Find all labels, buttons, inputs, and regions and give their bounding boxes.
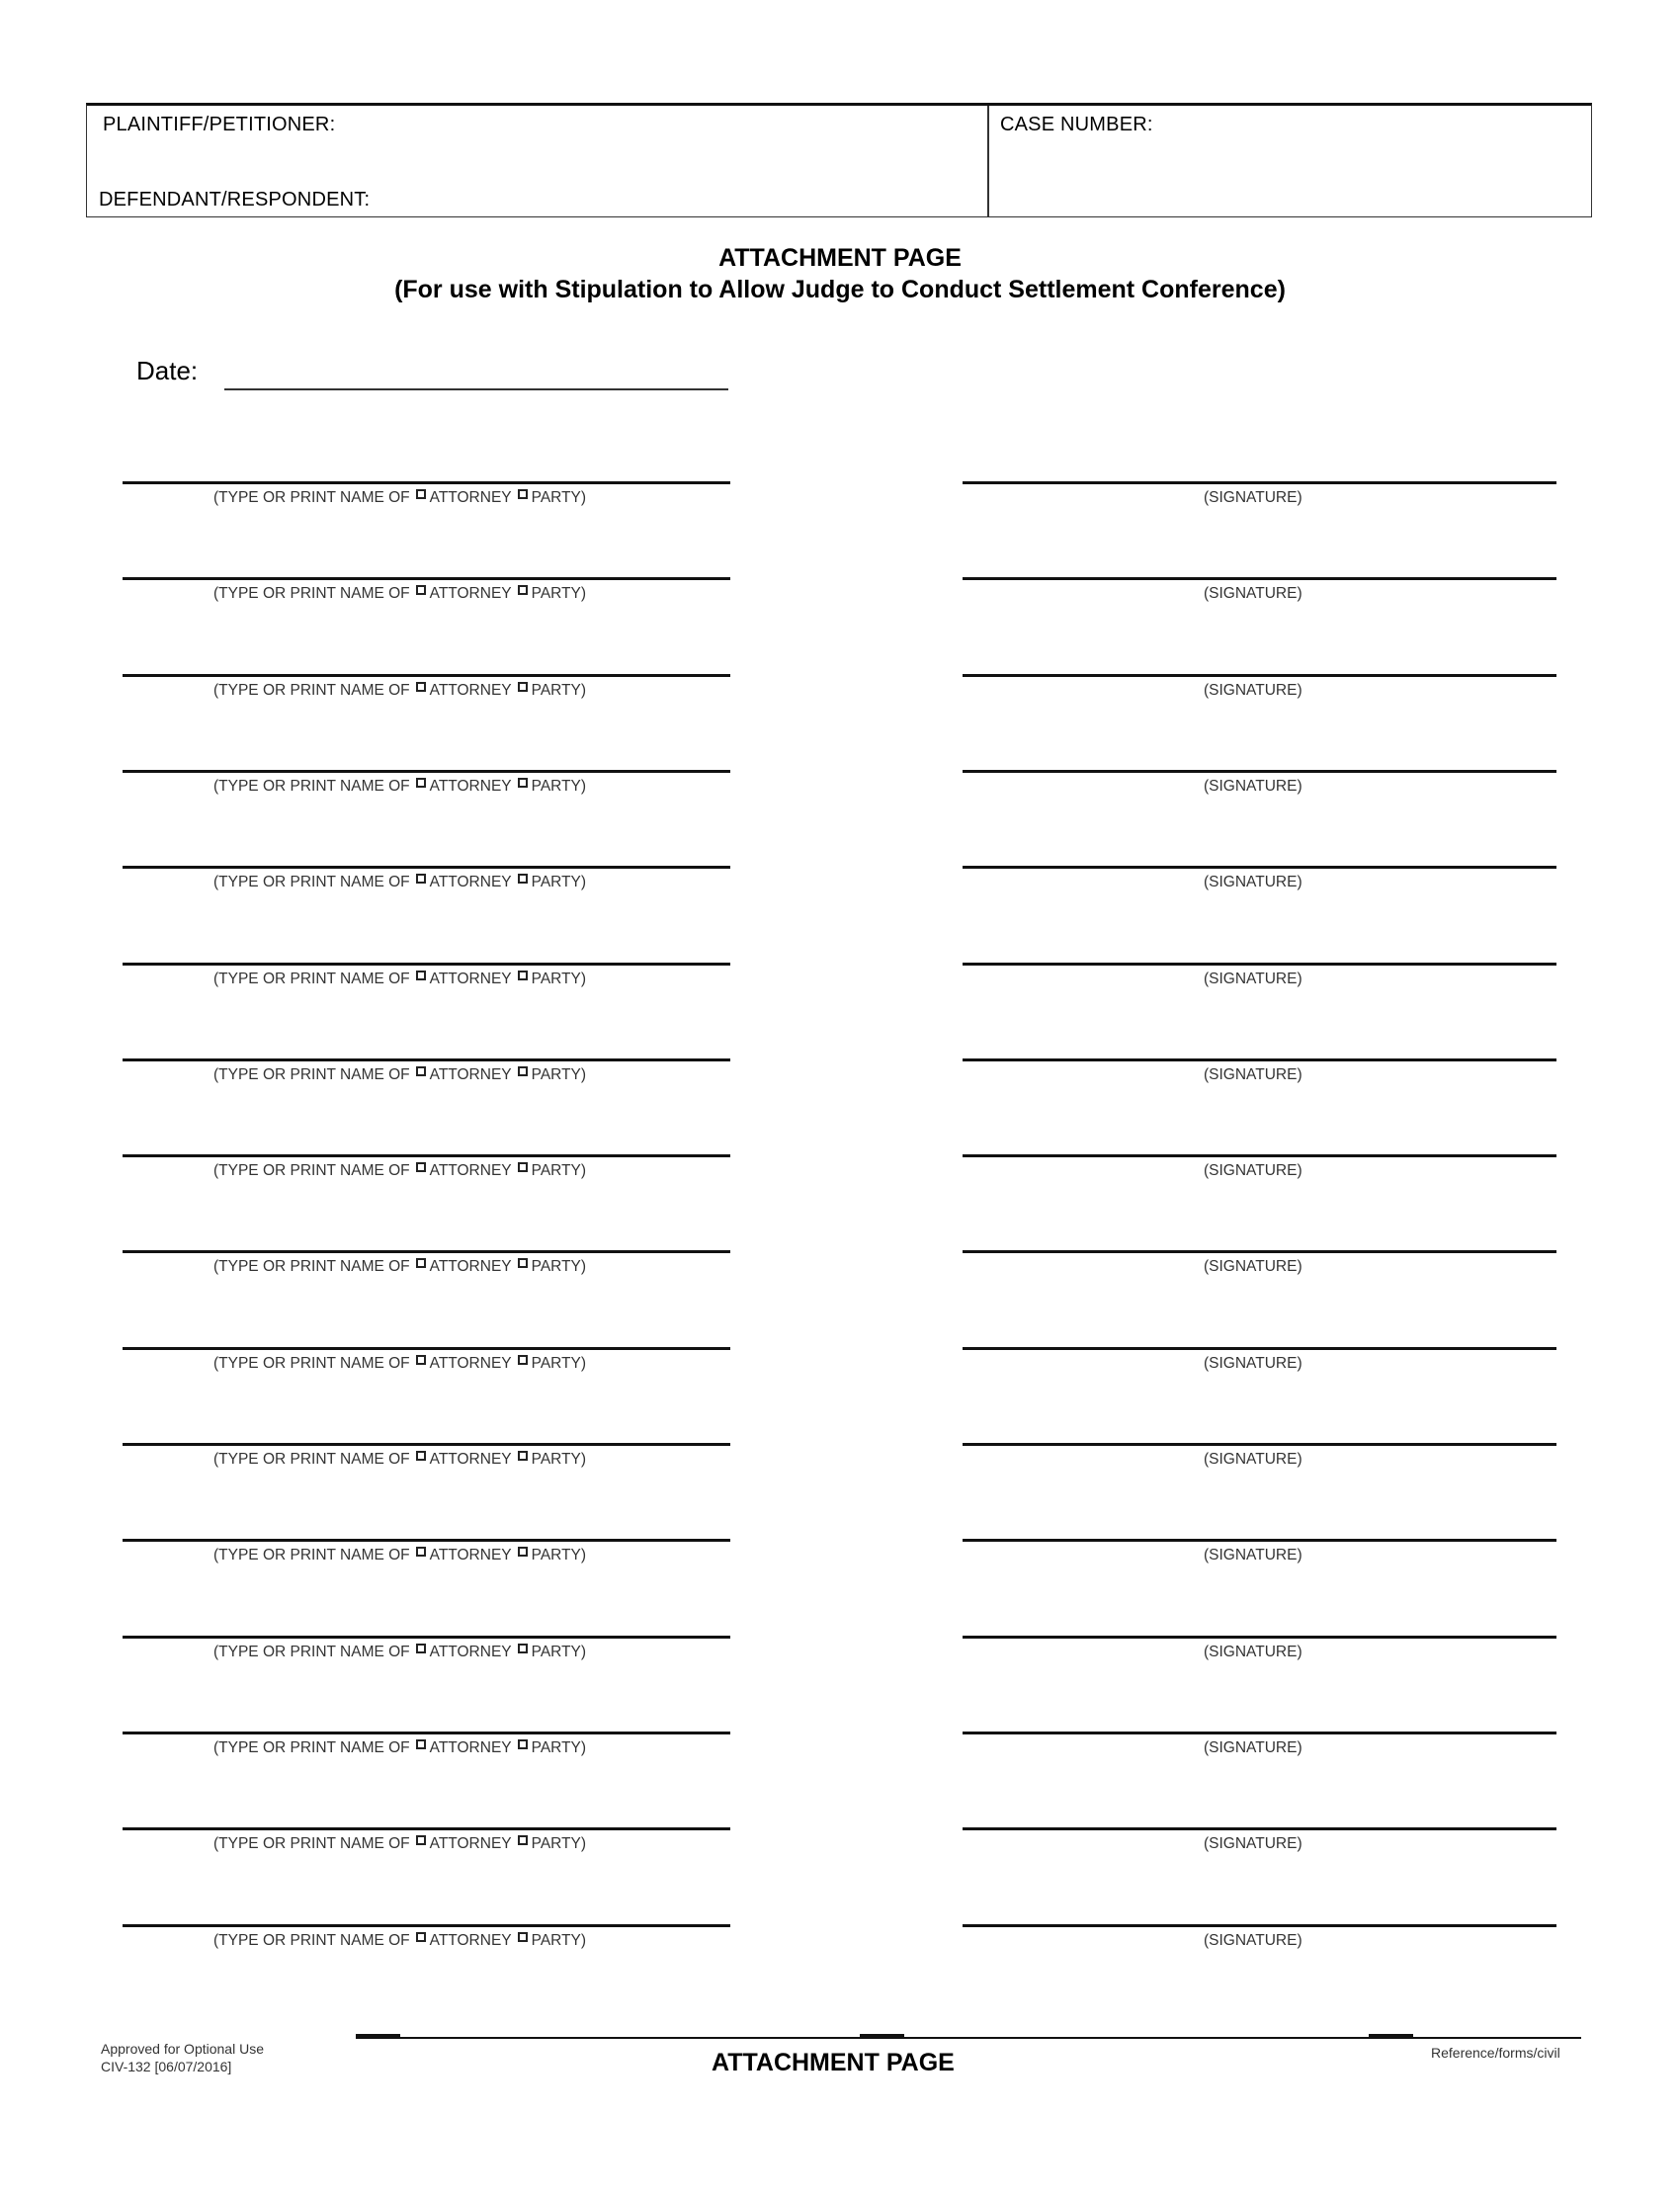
attorney-label: ATTORNEY bbox=[429, 1932, 512, 1949]
name-input-line[interactable] bbox=[123, 770, 730, 773]
name-input-line[interactable] bbox=[123, 1924, 730, 1927]
signature-caption: (SIGNATURE) bbox=[1204, 585, 1302, 602]
attorney-label: ATTORNEY bbox=[429, 489, 512, 506]
attorney-label: ATTORNEY bbox=[429, 1547, 512, 1563]
signature-input-line[interactable] bbox=[963, 770, 1556, 773]
name-caption-prefix: (TYPE OR PRINT NAME OF bbox=[213, 1739, 410, 1756]
name-caption-prefix: (TYPE OR PRINT NAME OF bbox=[213, 585, 410, 602]
party-label: PARTY) bbox=[531, 971, 587, 987]
party-label: PARTY) bbox=[531, 1162, 587, 1179]
attorney-checkbox[interactable] bbox=[416, 1066, 426, 1076]
signature-row bbox=[0, 1539, 1680, 1578]
attorney-checkbox[interactable] bbox=[416, 1451, 426, 1461]
plaintiff-petitioner-label: PLAINTIFF/PETITIONER: bbox=[103, 114, 336, 135]
attorney-label: ATTORNEY bbox=[429, 874, 512, 890]
signature-caption: (SIGNATURE) bbox=[1204, 971, 1302, 987]
signature-row bbox=[0, 1636, 1680, 1675]
party-checkbox[interactable] bbox=[518, 1932, 528, 1942]
attorney-checkbox[interactable] bbox=[416, 1739, 426, 1749]
attorney-label: ATTORNEY bbox=[429, 971, 512, 987]
signature-input-line[interactable] bbox=[963, 866, 1556, 869]
name-caption-prefix: (TYPE OR PRINT NAME OF bbox=[213, 1932, 410, 1949]
signature-row bbox=[0, 963, 1680, 1002]
signature-input-line[interactable] bbox=[963, 1347, 1556, 1350]
signature-input-line[interactable] bbox=[963, 1827, 1556, 1830]
name-input-line[interactable] bbox=[123, 1827, 730, 1830]
footer-approval-block bbox=[101, 2040, 264, 2075]
page-subtitle: (For use with Stipulation to Allow Judge to Conduct Settlement Conference) bbox=[394, 276, 1286, 303]
signature-input-line[interactable] bbox=[963, 577, 1556, 580]
attorney-checkbox[interactable] bbox=[416, 682, 426, 692]
signature-caption: (SIGNATURE) bbox=[1204, 1739, 1302, 1756]
signature-caption: (SIGNATURE) bbox=[1204, 682, 1302, 699]
name-input-line[interactable] bbox=[123, 674, 730, 677]
signature-caption: (SIGNATURE) bbox=[1204, 1162, 1302, 1179]
signature-input-line[interactable] bbox=[963, 963, 1556, 966]
name-input-line[interactable] bbox=[123, 1443, 730, 1446]
party-checkbox[interactable] bbox=[518, 1451, 528, 1461]
party-label: PARTY) bbox=[531, 1644, 587, 1660]
party-checkbox[interactable] bbox=[518, 971, 528, 980]
party-checkbox[interactable] bbox=[518, 682, 528, 692]
attorney-label: ATTORNEY bbox=[429, 585, 512, 602]
party-checkbox[interactable] bbox=[518, 1066, 528, 1076]
name-caption bbox=[213, 1451, 586, 1469]
name-input-line[interactable] bbox=[123, 1347, 730, 1350]
name-caption-prefix: (TYPE OR PRINT NAME OF bbox=[213, 1451, 410, 1468]
name-caption bbox=[213, 1835, 586, 1853]
party-checkbox[interactable] bbox=[518, 1547, 528, 1557]
attorney-checkbox[interactable] bbox=[416, 1355, 426, 1365]
name-caption bbox=[213, 489, 586, 507]
name-caption-prefix: (TYPE OR PRINT NAME OF bbox=[213, 1835, 410, 1852]
party-label: PARTY) bbox=[531, 1355, 587, 1372]
party-checkbox[interactable] bbox=[518, 1739, 528, 1749]
party-checkbox[interactable] bbox=[518, 1835, 528, 1845]
attorney-checkbox[interactable] bbox=[416, 1835, 426, 1845]
party-label: PARTY) bbox=[531, 682, 587, 699]
attorney-label: ATTORNEY bbox=[429, 1451, 512, 1468]
name-input-line[interactable] bbox=[123, 1250, 730, 1253]
footer-tick bbox=[356, 2034, 400, 2037]
signature-input-line[interactable] bbox=[963, 674, 1556, 677]
party-label: PARTY) bbox=[531, 1739, 587, 1756]
name-caption-prefix: (TYPE OR PRINT NAME OF bbox=[213, 874, 410, 890]
party-label: PARTY) bbox=[531, 1066, 587, 1083]
page-title: ATTACHMENT PAGE bbox=[718, 244, 962, 272]
signature-input-line[interactable] bbox=[963, 481, 1556, 484]
name-caption bbox=[213, 1258, 586, 1276]
name-caption-prefix: (TYPE OR PRINT NAME OF bbox=[213, 1355, 410, 1372]
party-checkbox[interactable] bbox=[518, 1162, 528, 1172]
attorney-checkbox[interactable] bbox=[416, 1644, 426, 1653]
attorney-label: ATTORNEY bbox=[429, 1162, 512, 1179]
attorney-label: ATTORNEY bbox=[429, 1066, 512, 1083]
footer-form-id: CIV-132 [06/07/2016] bbox=[101, 2059, 232, 2074]
attorney-label: ATTORNEY bbox=[429, 1258, 512, 1275]
attorney-label: ATTORNEY bbox=[429, 1739, 512, 1756]
name-caption-prefix: (TYPE OR PRINT NAME OF bbox=[213, 1066, 410, 1083]
signature-input-line[interactable] bbox=[963, 1539, 1556, 1542]
signature-row bbox=[0, 1827, 1680, 1867]
attorney-checkbox[interactable] bbox=[416, 971, 426, 980]
signature-row bbox=[0, 1443, 1680, 1482]
footer-title: ATTACHMENT PAGE bbox=[712, 2049, 955, 2076]
name-caption bbox=[213, 1932, 586, 1950]
party-checkbox[interactable] bbox=[518, 1258, 528, 1268]
signature-input-line[interactable] bbox=[963, 1058, 1556, 1061]
signature-input-line[interactable] bbox=[963, 1924, 1556, 1927]
signature-row bbox=[0, 1347, 1680, 1387]
name-caption bbox=[213, 1162, 586, 1180]
attorney-checkbox[interactable] bbox=[416, 489, 426, 499]
party-checkbox[interactable] bbox=[518, 489, 528, 499]
name-caption bbox=[213, 971, 586, 988]
name-caption bbox=[213, 1739, 586, 1757]
signature-row bbox=[0, 1732, 1680, 1771]
attorney-checkbox[interactable] bbox=[416, 778, 426, 788]
signature-input-line[interactable] bbox=[963, 1154, 1556, 1157]
footer-reference: Reference/forms/civil bbox=[1431, 2045, 1560, 2061]
name-caption-prefix: (TYPE OR PRINT NAME OF bbox=[213, 778, 410, 795]
signature-input-line[interactable] bbox=[963, 1250, 1556, 1253]
attorney-checkbox[interactable] bbox=[416, 585, 426, 595]
party-checkbox[interactable] bbox=[518, 1355, 528, 1365]
name-input-line[interactable] bbox=[123, 963, 730, 966]
party-label: PARTY) bbox=[531, 874, 587, 890]
attorney-label: ATTORNEY bbox=[429, 778, 512, 795]
party-checkbox[interactable] bbox=[518, 585, 528, 595]
name-input-line[interactable] bbox=[123, 1154, 730, 1157]
footer-tick bbox=[860, 2034, 904, 2037]
signature-caption: (SIGNATURE) bbox=[1204, 1066, 1302, 1083]
name-caption-prefix: (TYPE OR PRINT NAME OF bbox=[213, 1258, 410, 1275]
party-label: PARTY) bbox=[531, 1932, 587, 1949]
signature-caption: (SIGNATURE) bbox=[1204, 1835, 1302, 1852]
signature-caption: (SIGNATURE) bbox=[1204, 1258, 1302, 1275]
name-caption bbox=[213, 778, 586, 796]
signature-row bbox=[0, 674, 1680, 714]
signature-caption: (SIGNATURE) bbox=[1204, 778, 1302, 795]
name-caption-prefix: (TYPE OR PRINT NAME OF bbox=[213, 971, 410, 987]
name-input-line[interactable] bbox=[123, 866, 730, 869]
footer-approval-text: Approved for Optional Use bbox=[101, 2041, 264, 2057]
signature-row bbox=[0, 481, 1680, 521]
party-label: PARTY) bbox=[531, 1451, 587, 1468]
party-label: PARTY) bbox=[531, 585, 587, 602]
signature-caption: (SIGNATURE) bbox=[1204, 1547, 1302, 1563]
attorney-checkbox[interactable] bbox=[416, 1547, 426, 1557]
name-caption bbox=[213, 585, 586, 603]
attorney-checkbox[interactable] bbox=[416, 1258, 426, 1268]
case-number-label: CASE NUMBER: bbox=[1000, 114, 1153, 135]
party-checkbox[interactable] bbox=[518, 778, 528, 788]
name-caption-prefix: (TYPE OR PRINT NAME OF bbox=[213, 1162, 410, 1179]
name-input-line[interactable] bbox=[123, 1732, 730, 1734]
party-checkbox[interactable] bbox=[518, 874, 528, 884]
signature-input-line[interactable] bbox=[963, 1443, 1556, 1446]
attorney-checkbox[interactable] bbox=[416, 1932, 426, 1942]
footer-rule bbox=[356, 2037, 1581, 2039]
party-label: PARTY) bbox=[531, 1835, 587, 1852]
name-caption bbox=[213, 1644, 586, 1661]
attorney-label: ATTORNEY bbox=[429, 1355, 512, 1372]
name-caption bbox=[213, 1547, 586, 1564]
name-input-line[interactable] bbox=[123, 1539, 730, 1542]
party-label: PARTY) bbox=[531, 1547, 587, 1563]
name-caption-prefix: (TYPE OR PRINT NAME OF bbox=[213, 1547, 410, 1563]
signature-caption: (SIGNATURE) bbox=[1204, 1451, 1302, 1468]
name-caption bbox=[213, 1355, 586, 1373]
footer-tick bbox=[1369, 2034, 1413, 2037]
party-label: PARTY) bbox=[531, 489, 587, 506]
signature-caption: (SIGNATURE) bbox=[1204, 874, 1302, 890]
name-caption bbox=[213, 874, 586, 891]
signature-input-line[interactable] bbox=[963, 1732, 1556, 1734]
signature-row bbox=[0, 577, 1680, 617]
name-caption-prefix: (TYPE OR PRINT NAME OF bbox=[213, 682, 410, 699]
party-label: PARTY) bbox=[531, 1258, 587, 1275]
name-caption-prefix: (TYPE OR PRINT NAME OF bbox=[213, 1644, 410, 1660]
signature-row bbox=[0, 1924, 1680, 1964]
name-input-line[interactable] bbox=[123, 1058, 730, 1061]
attorney-label: ATTORNEY bbox=[429, 1835, 512, 1852]
name-input-line[interactable] bbox=[123, 1636, 730, 1639]
name-caption bbox=[213, 682, 586, 700]
party-checkbox[interactable] bbox=[518, 1644, 528, 1653]
name-caption bbox=[213, 1066, 586, 1084]
signature-caption: (SIGNATURE) bbox=[1204, 489, 1302, 506]
signature-caption: (SIGNATURE) bbox=[1204, 1355, 1302, 1372]
party-label: PARTY) bbox=[531, 778, 587, 795]
name-input-line[interactable] bbox=[123, 481, 730, 484]
signature-row bbox=[0, 770, 1680, 809]
name-caption-prefix: (TYPE OR PRINT NAME OF bbox=[213, 489, 410, 506]
signature-input-line[interactable] bbox=[963, 1636, 1556, 1639]
name-input-line[interactable] bbox=[123, 577, 730, 580]
signature-caption: (SIGNATURE) bbox=[1204, 1932, 1302, 1949]
signature-row bbox=[0, 866, 1680, 905]
signature-row bbox=[0, 1058, 1680, 1098]
signature-row bbox=[0, 1250, 1680, 1290]
attorney-checkbox[interactable] bbox=[416, 874, 426, 884]
date-label: Date: bbox=[136, 356, 199, 385]
signature-row bbox=[0, 1154, 1680, 1194]
attorney-label: ATTORNEY bbox=[429, 1644, 512, 1660]
defendant-respondent-label: DEFENDANT/RESPONDENT: bbox=[99, 189, 371, 211]
attorney-label: ATTORNEY bbox=[429, 682, 512, 699]
attorney-checkbox[interactable] bbox=[416, 1162, 426, 1172]
signature-caption: (SIGNATURE) bbox=[1204, 1644, 1302, 1660]
